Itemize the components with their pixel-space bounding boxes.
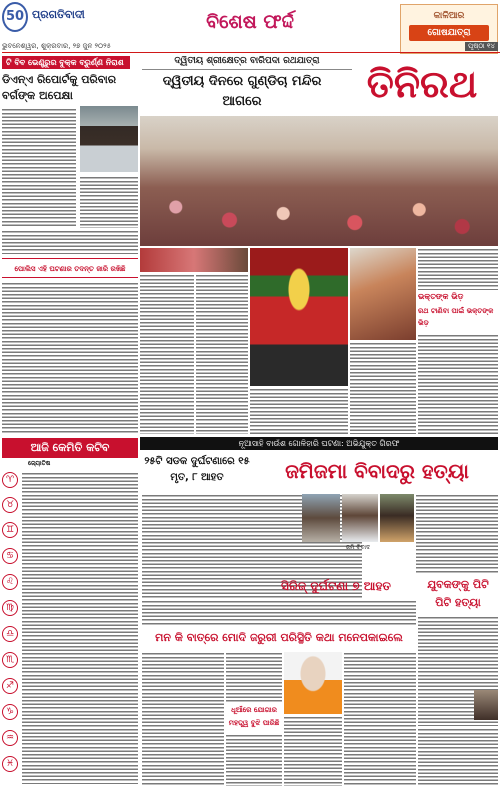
bottom-story-col2 bbox=[226, 652, 282, 702]
gemini-icon: ♊ bbox=[2, 522, 18, 538]
left-story-highlight: ପୋଲିସ ଏହି ଘଟଣାର ତଦନ୍ତ ଜାରି ରଖିଛି bbox=[2, 258, 138, 278]
date-text: ଭୁବନେଶ୍ୱର, ଶୁକ୍ରବାର, ୨୭ ଜୁନ ୨୦୨୫ bbox=[2, 42, 111, 50]
aquarius-icon: ♒ bbox=[2, 730, 18, 746]
left-story-body-4 bbox=[2, 282, 138, 434]
date-bar bbox=[2, 42, 500, 53]
murder-story-body bbox=[256, 494, 300, 574]
murder-story-photo-1 bbox=[302, 494, 340, 542]
left-story-headline: ଡିଏନ୍ଏ ରିପୋର୍ଟକୁ ପରିବାର ବର୍ଗଙ୍କ ଅପେକ୍ଷା bbox=[2, 73, 117, 102]
paper-name: ପ୍ରଗତିବାଦୀ bbox=[32, 8, 85, 21]
anniversary-badge: 50 bbox=[2, 2, 28, 32]
main-story-big-word: ତିନିରଥ bbox=[366, 62, 478, 106]
murder-story-body-3 bbox=[142, 600, 416, 626]
bottom-story-col5 bbox=[344, 652, 416, 786]
main-story-col4 bbox=[350, 342, 416, 434]
right-column-body-2 bbox=[418, 728, 498, 786]
left-story-photo bbox=[80, 106, 138, 172]
left-story-body bbox=[2, 108, 76, 228]
murder-story-body-2 bbox=[416, 494, 498, 574]
main-story-col5 bbox=[418, 248, 498, 290]
pisces-icon: ♓ bbox=[2, 756, 18, 772]
horoscope-heading: ଆଜି କେମିତି କଟିବ bbox=[2, 438, 138, 458]
main-story-photo-crowd bbox=[140, 116, 498, 246]
bottom-story-sub: ଧୂଆଁରେ ଯୋଗାର ମହତ୍ତ୍ୱ ବୁଝି ପାରିଛି bbox=[228, 706, 280, 727]
masthead-logo bbox=[2, 2, 94, 36]
murder-story-headline: ଜମିଜମା ବିବାଦରୁ ହତ୍ୟା bbox=[285, 459, 469, 483]
murder-story-photo-3 bbox=[380, 494, 414, 542]
advert-line2: ଗୋଷଯାତ୍ରା bbox=[409, 25, 489, 41]
main-story-col6 bbox=[418, 334, 498, 434]
sagittarius-icon: ♐ bbox=[2, 678, 18, 694]
main-story-sidebar-title: ଭକ୍ତଙ୍କ ଭିଡ଼ bbox=[418, 292, 464, 301]
main-story-photo-right bbox=[350, 248, 416, 340]
taurus-icon: ♉ bbox=[2, 497, 18, 513]
bottom-story-photo bbox=[284, 652, 342, 714]
horoscope-text bbox=[22, 472, 138, 784]
main-story-photo-left bbox=[140, 248, 248, 272]
capricorn-icon: ♑ bbox=[2, 704, 18, 720]
main-story-kicker: ଦ୍ୱିତୀୟ ଶ୍ରୀକ୍ଷେତ୍ର ବାରିପଦା ରଥଯାତ୍ରା bbox=[142, 56, 352, 70]
aries-icon: ♈ bbox=[2, 472, 18, 488]
bottom-story-col1 bbox=[142, 652, 224, 786]
libra-icon: ♎ bbox=[2, 626, 18, 642]
murder-story-caption: ଜମି ବିବାଦ bbox=[345, 544, 371, 551]
left-story-body-3 bbox=[2, 230, 138, 254]
main-story-photo-chariot bbox=[250, 248, 348, 386]
main-story-col2 bbox=[196, 274, 248, 434]
bottom-story-col4 bbox=[284, 716, 342, 786]
scorpio-icon: ♏ bbox=[2, 652, 18, 668]
left-story-body-2 bbox=[80, 176, 138, 228]
main-story-headline: ଦ୍ୱିତୀୟ ଦିନରେ ଗୁଣ୍ଡିଚା ମନ୍ଦିର ଆଗରେ bbox=[162, 74, 322, 109]
main-story-col1 bbox=[140, 274, 194, 434]
advert-line1: କାଳିଆର bbox=[433, 11, 465, 21]
page-title: ବିଶେଷ ଫର୍ଦ୍ଦ bbox=[206, 11, 294, 33]
main-story-sidebar-text: ରଥ ଟାଣିବା ପାଇଁ ଭକ୍ତଙ୍କ ଭିଡ଼ bbox=[418, 307, 494, 327]
virgo-icon: ♍ bbox=[2, 600, 18, 616]
leo-icon: ♌ bbox=[2, 574, 18, 590]
main-story-col3 bbox=[250, 388, 348, 434]
news-strip: ନୂଆସାହି ବାଉଁଶ ଗୋଳିହାରି ଘଟଣା: ଅଭିଯୁକ୍ତ ଗିରଫ bbox=[140, 437, 498, 450]
right-column-photo bbox=[474, 690, 498, 720]
murder-story-side-head: ଯୁବକଙ୍କୁ ପିଟି ପିଟି ହତ୍ୟା bbox=[427, 578, 489, 609]
bottom-story-headline: ମନ କି ବାତ୍‌ରେ ମୋଦି ଜରୁରୀ ପରିସ୍ଥିତି କଥା ମନେପକାଇଲେ bbox=[155, 631, 403, 644]
horoscope-signs bbox=[2, 472, 138, 788]
cancer-icon: ♋ bbox=[2, 548, 18, 564]
page-number: ପୃଷ୍ଠା ୧୪ bbox=[465, 42, 498, 51]
horoscope-byline: ଜ୍ୟୋତିଷ bbox=[28, 460, 51, 467]
accident-story-headline: ୨୫ଟି ସଡକ ଦୁର୍ଘଟଣାରେ ୧୫ ମୃତ, ୮ ଆହତ bbox=[144, 456, 250, 483]
left-story-tag: ଟି ବିବ ଭେଣ୍ଡ୍ରୁର ବୁକ୍କ ବ୍ରୁର୍ଣ୍ଣ ନିରାଶ bbox=[2, 56, 130, 69]
murder-story-photo-2 bbox=[342, 494, 378, 542]
bottom-story-col3 bbox=[226, 734, 282, 786]
murder-story-sub: ସିରିଜ୍ ଦୁର୍ଘଟଣା ୭ ଆହତ bbox=[281, 579, 391, 593]
